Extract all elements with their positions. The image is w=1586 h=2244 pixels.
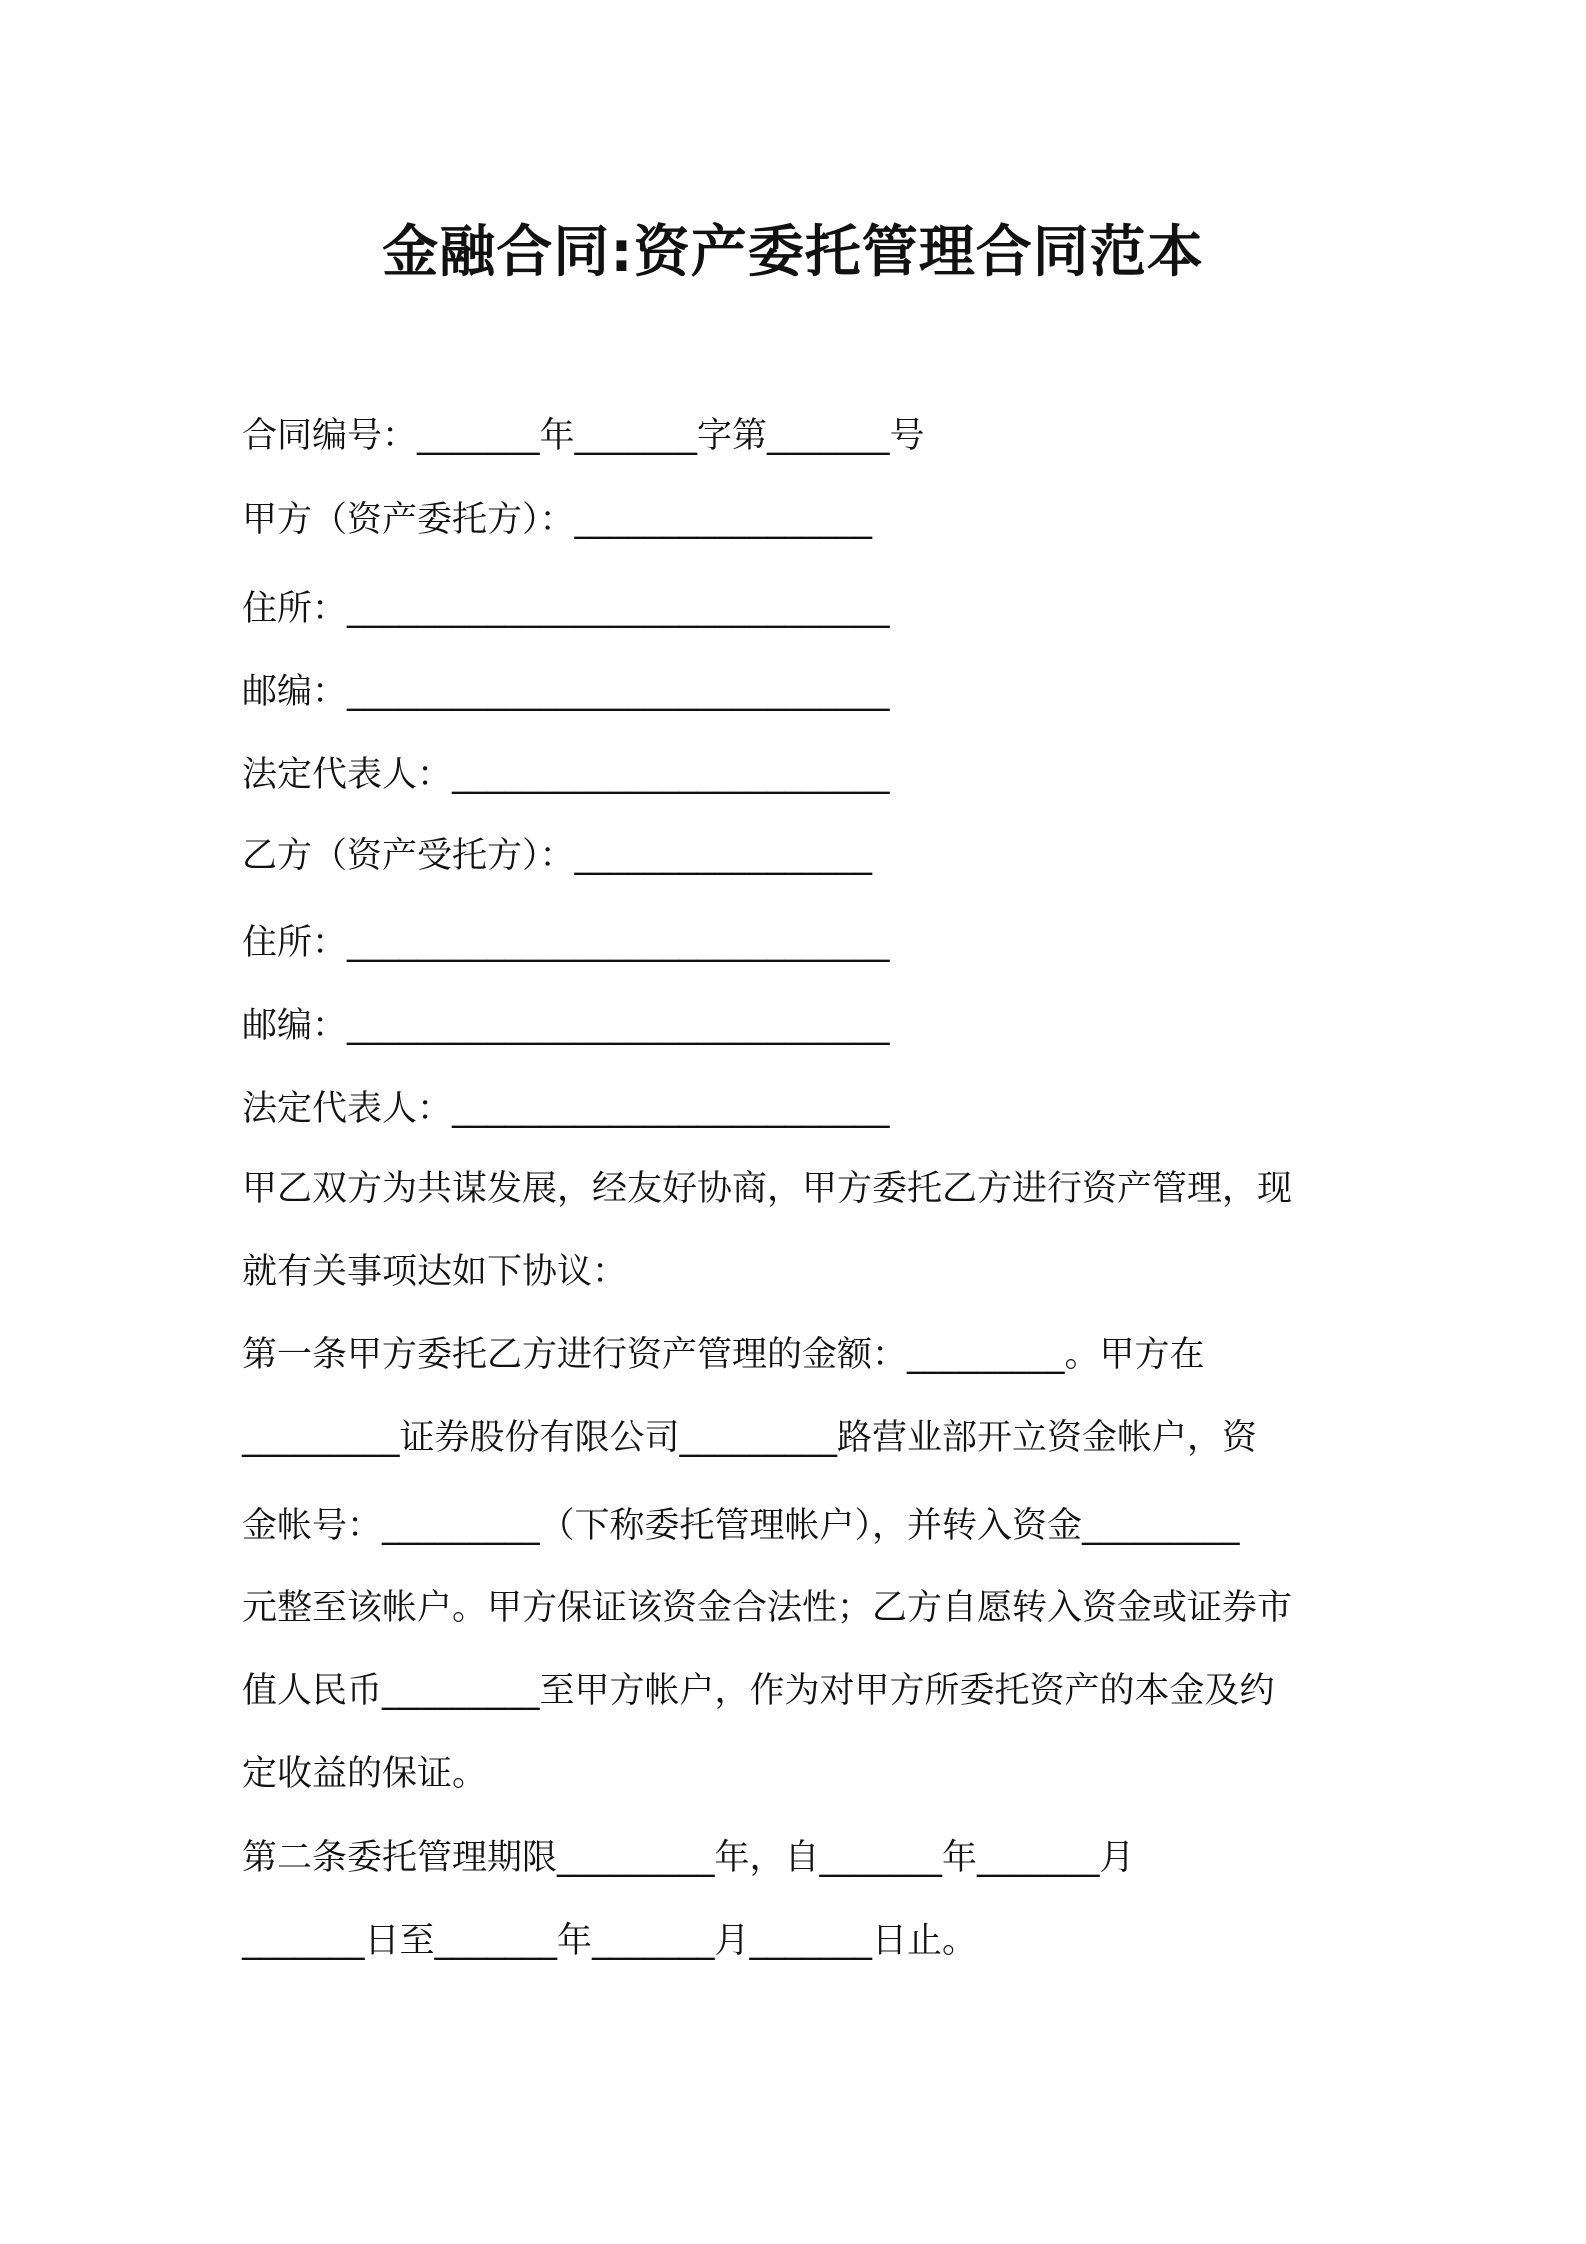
preamble-line-1: 甲乙双方为共谋发展，经友好协商，甲方委托乙方进行资产管理，现 [242,1169,1293,1209]
article-2-line-1: 第二条委托管理期限_________年，自_______年_______月 [242,1838,1135,1878]
party-a-line: 甲方（资产委托方）：_________________ [242,500,873,540]
article-1-line-3: 金帐号：_________（下称委托管理帐户），并转入资金_________ [242,1506,1240,1546]
party-b-line: 乙方（资产受托方）：_________________ [242,836,873,876]
contract-number-line: 合同编号：_______年_______字第_______号 [242,416,925,456]
article-2-line-2: _______日至_______年_______月_______日止。 [242,1921,978,1961]
party-a-address-line: 住所：_______________________________ [242,589,890,629]
article-1-line-2: _________证券股份有限公司_________路营业部开立资金帐户，资 [242,1418,1258,1458]
document-title: 金融合同:资产委托管理合同范本 [382,220,1204,285]
preamble-line-2: 就有关事项达如下协议： [242,1252,628,1292]
party-b-address-line: 住所：_______________________________ [242,923,890,963]
party-b-legal-rep-line: 法定代表人：_________________________ [242,1089,890,1129]
article-1-line-6: 定收益的保证。 [242,1754,488,1794]
article-1-line-5: 值人民币_________至甲方帐户，作为对甲方所委托资产的本金及约 [242,1671,1275,1711]
party-b-postcode-line: 邮编：_______________________________ [242,1006,890,1046]
article-1-line-1: 第一条甲方委托乙方进行资产管理的金额：_________。甲方在 [242,1335,1205,1375]
party-a-legal-rep-line: 法定代表人：_________________________ [242,755,890,795]
article-1-line-4: 元整至该帐户。甲方保证该资金合法性；乙方自愿转入资金或证券市 [242,1588,1293,1628]
party-a-postcode-line: 邮编：_______________________________ [242,672,890,712]
